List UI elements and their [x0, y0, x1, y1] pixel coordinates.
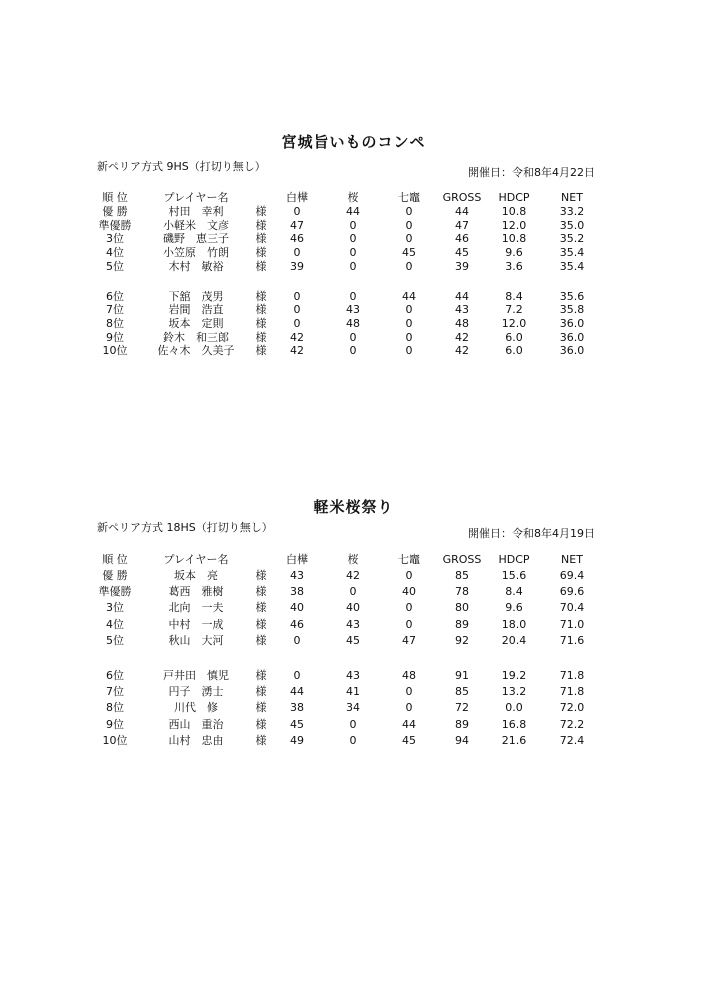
player-name: 北向 一夫	[168, 601, 224, 615]
table-row	[0, 290, 707, 304]
player-name: 岩間 浩直	[168, 303, 224, 317]
gross-score: 89	[455, 617, 469, 631]
header-sakura: 桜	[347, 553, 359, 566]
table-row	[0, 317, 707, 331]
honorific: 様	[255, 232, 267, 246]
table-row	[0, 585, 707, 599]
header-player: プレイヤー名	[163, 553, 229, 566]
sakura-score: 0	[349, 330, 357, 344]
nanakamado-score: 0	[405, 685, 413, 699]
table-row	[0, 618, 707, 632]
gross-score: 45	[455, 246, 469, 260]
table-row	[0, 344, 707, 358]
table-row	[0, 205, 707, 219]
gross-score: 85	[455, 569, 469, 582]
hdcp-value: 3.6	[505, 259, 523, 273]
player-name: 中村 一成	[168, 617, 224, 631]
honorific: 様	[255, 685, 267, 699]
hdcp-value: 9.6	[505, 246, 523, 260]
nanakamado-score: 45	[402, 246, 416, 260]
hdcp-value: 10.8	[501, 205, 527, 218]
shiro-score: 40	[290, 601, 304, 615]
shiro-score: 38	[290, 701, 304, 715]
net-score: 35.4	[559, 259, 585, 273]
sakura-score: 0	[349, 259, 357, 273]
rank-cell: 7位	[106, 685, 124, 699]
hdcp-value: 12.0	[501, 218, 527, 232]
rank-cell: 5位	[106, 259, 124, 273]
sakura-score: 0	[349, 289, 357, 303]
nanakamado-score: 45	[402, 733, 416, 747]
shiro-score: 47	[290, 218, 304, 232]
nanakamado-score: 0	[405, 218, 413, 232]
sakura-score: 48	[346, 316, 360, 330]
net-score: 35.8	[559, 303, 585, 317]
nanakamado-score: 0	[405, 701, 413, 715]
honorific: 様	[255, 585, 267, 599]
net-score: 69.4	[559, 569, 585, 582]
nanakamado-score: 47	[402, 633, 416, 647]
rank-cell: 3位	[106, 601, 124, 615]
hdcp-value: 18.0	[501, 617, 527, 631]
player-name: 小笠原 竹朗	[163, 246, 229, 260]
gross-score: 39	[455, 259, 469, 273]
player-name: 村田 幸利	[168, 205, 224, 218]
sakura-score: 0	[349, 344, 357, 358]
net-score: 72.2	[559, 717, 585, 731]
nanakamado-score: 44	[402, 717, 416, 731]
net-score: 35.6	[559, 289, 585, 303]
table-row	[0, 669, 707, 683]
gross-score: 80	[455, 601, 469, 615]
player-name: 坂本 亮	[174, 569, 218, 582]
table-header	[0, 191, 707, 205]
honorific: 様	[255, 246, 267, 260]
shiro-score: 0	[293, 669, 301, 682]
hdcp-value: 6.0	[505, 330, 523, 344]
table-row	[0, 634, 707, 648]
gross-score: 42	[455, 330, 469, 344]
net-score: 33.2	[559, 205, 585, 218]
nanakamado-score: 0	[405, 569, 413, 582]
shiro-score: 46	[290, 232, 304, 246]
shiro-score: 44	[290, 685, 304, 699]
gross-score: 89	[455, 717, 469, 731]
player-name: 西山 重治	[168, 717, 224, 731]
hdcp-value: 20.4	[501, 633, 527, 647]
shiro-score: 0	[293, 246, 301, 260]
honorific: 様	[255, 289, 267, 303]
sakura-score: 43	[346, 617, 360, 631]
shiro-score: 49	[290, 733, 304, 747]
net-score: 71.8	[559, 685, 585, 699]
rank-cell: 5位	[106, 633, 124, 647]
table-row	[0, 601, 707, 615]
gross-score: 46	[455, 232, 469, 246]
sakura-score: 41	[346, 685, 360, 699]
hdcp-value: 16.8	[501, 717, 527, 731]
net-score: 36.0	[559, 330, 585, 344]
gross-score: 94	[455, 733, 469, 747]
table-row	[0, 331, 707, 345]
rank-cell: 9位	[106, 330, 124, 344]
header-hdcp: HDCP	[498, 553, 530, 566]
sakura-score: 43	[346, 303, 360, 317]
honorific: 様	[255, 717, 267, 731]
honorific: 様	[255, 205, 267, 218]
header-shiro: 白樺	[286, 191, 308, 204]
header-gross: GROSS	[442, 553, 482, 566]
table-row	[0, 685, 707, 699]
sakura-score: 43	[346, 669, 360, 682]
gross-score: 44	[455, 289, 469, 303]
honorific: 様	[255, 330, 267, 344]
honorific: 様	[255, 569, 267, 582]
rank-cell: 7位	[106, 303, 124, 317]
competition-title: 軽米桜祭り	[313, 498, 394, 516]
header-net: NET	[561, 191, 583, 204]
shiro-score: 42	[290, 330, 304, 344]
hdcp-value: 8.4	[505, 585, 523, 599]
nanakamado-score: 0	[405, 601, 413, 615]
hdcp-value: 13.2	[501, 685, 527, 699]
header-rank: 順 位	[102, 553, 128, 566]
gross-score: 44	[455, 205, 469, 218]
player-name: 円子 湧士	[168, 685, 224, 699]
player-name: 戸井田 慎児	[163, 669, 229, 682]
gross-score: 91	[455, 669, 469, 682]
table-row	[0, 303, 707, 317]
hdcp-value: 21.6	[501, 733, 527, 747]
hdcp-value: 6.0	[505, 344, 523, 358]
rank-cell: 4位	[106, 246, 124, 260]
nanakamado-score: 0	[405, 205, 413, 218]
shiro-score: 46	[290, 617, 304, 631]
hdcp-value: 8.4	[505, 289, 523, 303]
nanakamado-score: 40	[402, 585, 416, 599]
sakura-score: 44	[346, 205, 360, 218]
shiro-score: 0	[293, 205, 301, 218]
gross-score: 72	[455, 701, 469, 715]
player-name: 山村 忠由	[168, 733, 224, 747]
rank-cell: 9位	[106, 717, 124, 731]
sakura-score: 0	[349, 218, 357, 232]
honorific: 様	[255, 259, 267, 273]
gross-score: 78	[455, 585, 469, 599]
net-score: 72.0	[559, 701, 585, 715]
sakura-score: 40	[346, 601, 360, 615]
competition-format: 新ペリア方式 18HS（打切り無し）	[97, 521, 273, 534]
header-gross: GROSS	[442, 191, 482, 204]
rank-cell: 準優勝	[98, 218, 132, 232]
rank-cell: 優 勝	[102, 205, 128, 218]
hdcp-value: 7.2	[505, 303, 523, 317]
sakura-score: 45	[346, 633, 360, 647]
player-name: 葛西 雅樹	[168, 585, 224, 599]
player-name: 坂本 定則	[168, 316, 224, 330]
sakura-score: 0	[349, 733, 357, 747]
rank-cell: 準優勝	[98, 585, 132, 599]
rank-cell: 4位	[106, 617, 124, 631]
net-score: 35.0	[559, 218, 585, 232]
rank-cell: 10位	[102, 733, 128, 747]
sakura-score: 0	[349, 717, 357, 731]
honorific: 様	[255, 633, 267, 647]
nanakamado-score: 0	[405, 303, 413, 317]
nanakamado-score: 48	[402, 669, 416, 682]
net-score: 69.6	[559, 585, 585, 599]
table-row	[0, 219, 707, 233]
hdcp-value: 0.0	[505, 701, 523, 715]
header-sakura: 桜	[347, 191, 359, 204]
player-name: 佐々木 久美子	[157, 344, 235, 358]
nanakamado-score: 44	[402, 289, 416, 303]
shiro-score: 39	[290, 259, 304, 273]
table-header	[0, 553, 707, 567]
net-score: 35.4	[559, 246, 585, 260]
event-date: 開催日：令和8年4月19日	[468, 527, 595, 540]
table-row	[0, 701, 707, 715]
shiro-score: 42	[290, 344, 304, 358]
header-nanakamado: 七竈	[398, 553, 420, 566]
hdcp-value: 12.0	[501, 316, 527, 330]
player-name: 小軽米 文彦	[163, 218, 229, 232]
header-nanakamado: 七竈	[398, 191, 420, 204]
header-player: プレイヤー名	[163, 191, 229, 204]
hdcp-value: 15.6	[501, 569, 527, 582]
net-score: 71.0	[559, 617, 585, 631]
honorific: 様	[255, 316, 267, 330]
gross-score: 47	[455, 218, 469, 232]
honorific: 様	[255, 303, 267, 317]
table-row	[0, 232, 707, 246]
rank-cell: 8位	[106, 701, 124, 715]
rank-cell: 6位	[106, 669, 124, 682]
event-date: 開催日：令和8年4月22日	[468, 166, 595, 179]
nanakamado-score: 0	[405, 344, 413, 358]
hdcp-value: 9.6	[505, 601, 523, 615]
sakura-score: 42	[346, 569, 360, 582]
honorific: 様	[255, 701, 267, 715]
rank-cell: 6位	[106, 289, 124, 303]
player-name: 磯野 恵三子	[163, 232, 229, 246]
rank-cell: 3位	[106, 232, 124, 246]
header-hdcp: HDCP	[498, 191, 530, 204]
player-name: 川代 修	[174, 701, 218, 715]
header-shiro: 白樺	[286, 553, 308, 566]
rank-cell: 8位	[106, 316, 124, 330]
net-score: 72.4	[559, 733, 585, 747]
table-row	[0, 569, 707, 583]
sakura-score: 0	[349, 246, 357, 260]
sakura-score: 0	[349, 585, 357, 599]
rank-cell: 10位	[102, 344, 128, 358]
nanakamado-score: 0	[405, 330, 413, 344]
net-score: 36.0	[559, 316, 585, 330]
table-row	[0, 260, 707, 274]
competition-title: 宮城旨いものコンペ	[281, 133, 426, 151]
net-score: 36.0	[559, 344, 585, 358]
hdcp-value: 19.2	[501, 669, 527, 682]
net-score: 71.6	[559, 633, 585, 647]
competition-format: 新ペリア方式 9HS（打切り無し）	[97, 160, 266, 173]
honorific: 様	[255, 344, 267, 358]
gross-score: 85	[455, 685, 469, 699]
player-name: 鈴木 和三郎	[163, 330, 229, 344]
gross-score: 48	[455, 316, 469, 330]
shiro-score: 0	[293, 633, 301, 647]
header-rank: 順 位	[102, 191, 128, 204]
honorific: 様	[255, 617, 267, 631]
player-name: 下舘 茂男	[168, 289, 224, 303]
shiro-score: 0	[293, 289, 301, 303]
gross-score: 43	[455, 303, 469, 317]
nanakamado-score: 0	[405, 617, 413, 631]
net-score: 70.4	[559, 601, 585, 615]
nanakamado-score: 0	[405, 316, 413, 330]
hdcp-value: 10.8	[501, 232, 527, 246]
shiro-score: 38	[290, 585, 304, 599]
honorific: 様	[255, 601, 267, 615]
table-row	[0, 246, 707, 260]
honorific: 様	[255, 733, 267, 747]
table-row	[0, 718, 707, 732]
shiro-score: 43	[290, 569, 304, 582]
table-row	[0, 734, 707, 748]
gross-score: 92	[455, 633, 469, 647]
rank-cell: 優 勝	[102, 569, 128, 582]
sakura-score: 34	[346, 701, 360, 715]
honorific: 様	[255, 218, 267, 232]
player-name: 木村 敏裕	[168, 259, 224, 273]
sakura-score: 0	[349, 232, 357, 246]
shiro-score: 45	[290, 717, 304, 731]
shiro-score: 0	[293, 303, 301, 317]
player-name: 秋山 大河	[168, 633, 224, 647]
honorific: 様	[255, 669, 267, 682]
nanakamado-score: 0	[405, 232, 413, 246]
net-score: 71.8	[559, 669, 585, 682]
shiro-score: 0	[293, 316, 301, 330]
net-score: 35.2	[559, 232, 585, 246]
nanakamado-score: 0	[405, 259, 413, 273]
header-net: NET	[561, 553, 583, 566]
gross-score: 42	[455, 344, 469, 358]
